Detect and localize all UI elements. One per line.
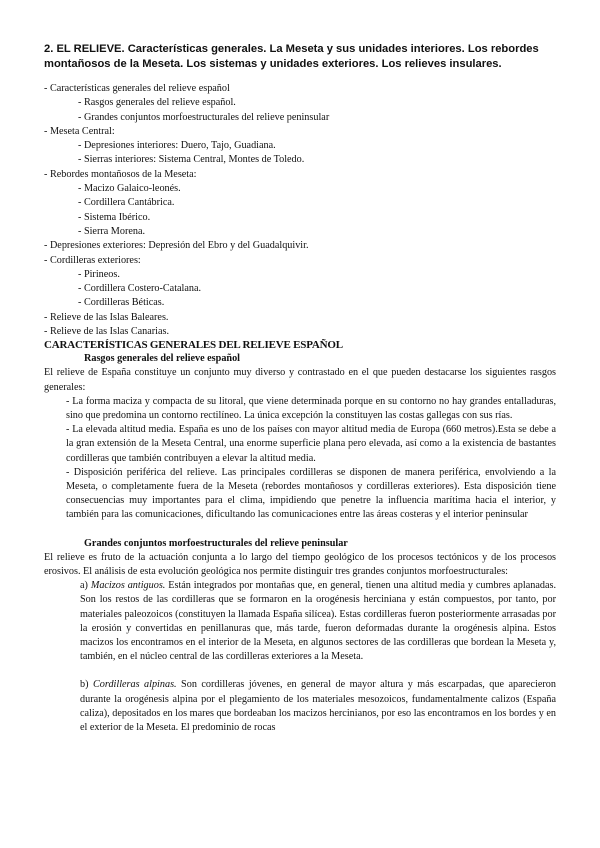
outline-list — [44, 82, 564, 339]
outline-item: - Características generales del relieve español — [44, 83, 230, 94]
bullet-altitud: - La elevada altitud media. España es uno de los países con mayor altitud media de Europa (660 metros).Esta se debe a la gran extensión de la Meseta Central, una enorme superficie plana pero elevada, así como a la existencia de bastantes cordilleras que también contribuyen a elevar la altitud media. — [66, 424, 556, 464]
paragraph-cordilleras — [44, 678, 556, 735]
item-label-a: a) — [80, 580, 91, 592]
text-cordilleras: Son cordilleras jóvenes, en general de mayor altura y más escarpadas, que aparecieron durante la orogénesis alpina por el plegamiento de los materiales mesozoicos, fundamentalmente calizos (España caliza), depositados en los mares que bordeaban los macizos hercinianos, por eso las encontramos en los bordes y en el exterior de la Meseta. El predominio de rocas — [80, 679, 556, 734]
term-cordilleras: Cordilleras alpinas. — [92, 679, 177, 691]
item-label-b: b) — [80, 679, 93, 691]
bullet-litoral: - La forma maciza y compacta de su litoral, que viene determinada porque en su contorno no hay grandes entalladuras, sino que predomina un contorno rectilíneo. La única excepción la constituyen las costas gallegas con sus rías. — [66, 395, 556, 422]
document-title: 2. EL RELIEVE. Características generales. La Meseta y sus unidades interiores. Los rebordes montañosos de la Meseta. Los sistemas y unidades exteriores. Los relieves insulares. — [44, 43, 539, 70]
outline-item: - Sierra Morena. — [78, 225, 146, 237]
outline-item: - Cordillera Cantábrica. — [78, 197, 175, 209]
subsection-heading: Rasgos generales del relieve español — [84, 353, 241, 365]
outline-item: - Meseta Central: — [44, 125, 115, 137]
outline-item: - Cordillera Costero-Catalana. — [78, 283, 202, 295]
outline-item: - Relieve de las Islas Canarias. — [44, 326, 170, 338]
outline-item: - Sistema Ibérico. — [78, 211, 151, 223]
outline-item: - Macizo Galaico-leonés. — [78, 183, 181, 195]
outline-item: - Cordilleras Béticas. — [78, 297, 165, 309]
paragraph-macizos — [44, 579, 556, 664]
subsection-heading-morfo: Grandes conjuntos morfoestructurales del relieve peninsular — [84, 537, 348, 549]
outline-item: - Sierras interiores: Sistema Central, Montes de Toledo. — [78, 154, 305, 166]
bullet-disposicion: - Disposición periférica del relieve. Las principales cordilleras se disponen de manera periférica, envolviendo a la Meseta, o completamente fuera de la Meseta (rebordes montañosos y cordilleras exteriores). Esta disposición tiene consecuencias muy importantes para el clima, impidiendo que penetre la influencia marítima hacia el interior, y también para las comunicaciones, dificultando las comunicaciones entre las áreas costeras y el interior peninsular — [66, 466, 556, 521]
section-general-characteristics — [44, 338, 556, 735]
outline-item: - Pirineos. — [78, 268, 120, 280]
outline-item: - Depresiones interiores: Duero, Tajo, Guadiana. — [78, 140, 276, 152]
term-macizos: Macizos antiguos. — [90, 580, 166, 592]
outline-item: - Grandes conjuntos morfoestructurales del relieve peninsular — [78, 111, 330, 123]
paragraph-morfo-intro: El relieve es fruto de la actuación conjunta a lo largo del tiempo geológico de los procesos tectónicos y de los procesos erosivos. El análisis de esta evolución geológica nos permite distinguir tres grandes conjuntos morfoestructurales: — [44, 551, 556, 578]
paragraph-intro: El relieve de España constituye un conjunto muy diverso y contrastado en el que pueden destacarse los siguientes rasgos generales: — [44, 367, 556, 393]
text-macizos: Están integrados por montañas que, en general, tienen una altitud media y cumbres aplanadas. Son los restos de las cordilleras que se formaron en la orogénesis herciniana y están compuestos, por tanto, por materiales paleozoicos (constituyen la llamada España silícea). Estas cordilleras fueron posteriormente arrasadas por la erosión y convertidas en penillanuras que, más tarde, fueron deformadas durante la orogénesis alpina. Estos macizos los encontramos en el interior de la Meseta, en algunos sectores de las cordilleras que bordean la Meseta y, también, en el núcleo central de las cordilleras exteriores a la Meseta. — [80, 580, 556, 663]
outline-item: - Rasgos generales del relieve español. — [78, 97, 236, 109]
section-heading: CARACTERÍSTICAS GENERALES DEL RELIEVE ESPAÑOL — [44, 339, 343, 351]
outline-item: - Depresiones exteriores: Depresión del Ebro y del Guadalquivir. — [44, 240, 309, 252]
outline-item: - Rebordes montañosos de la Meseta: — [44, 168, 197, 180]
outline-item: - Relieve de las Islas Baleares. — [44, 311, 169, 323]
outline-item: - Cordilleras exteriores: — [44, 254, 141, 266]
